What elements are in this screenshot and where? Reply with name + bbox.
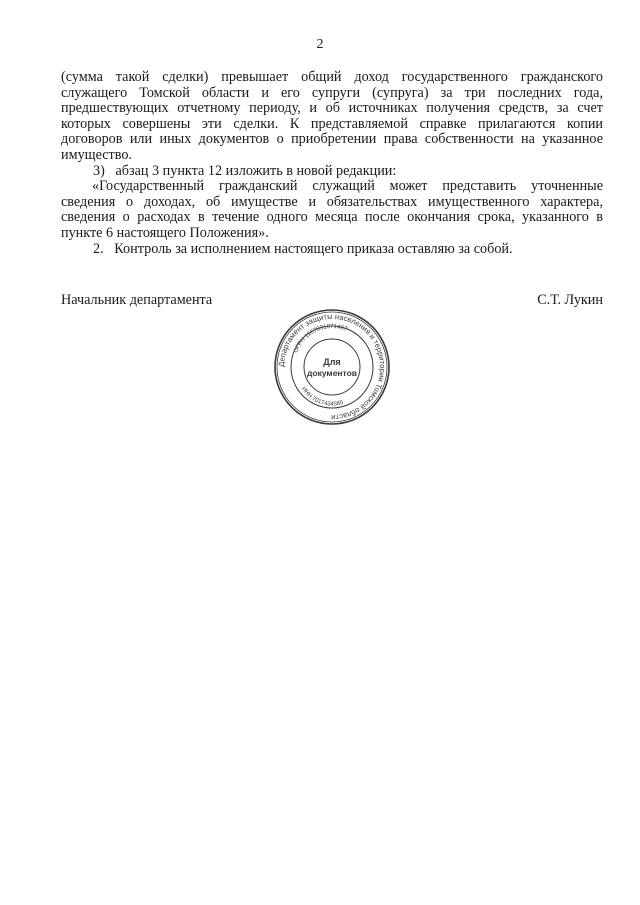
signer-name: С.Т. Лукин bbox=[537, 292, 603, 308]
seal-graphic bbox=[272, 307, 392, 427]
seal-center-line2: документов bbox=[306, 368, 358, 378]
page-number: 2 bbox=[316, 37, 324, 52]
seal-outer-text: Департамент защиты населения и территории Томской области bbox=[276, 311, 388, 423]
seal-ogrn: ОГРН 1167031071467 bbox=[293, 323, 348, 354]
signer-position: Начальник департамента bbox=[61, 292, 213, 308]
signature-block bbox=[61, 292, 603, 308]
paragraph-quoted-text: «Государственный гражданский служащий может представить уточненные сведения о доходах, об имуществе и обязательствах имущественного характера, сведения о расходах в течение одного месяца после окончания срока, указанного в пункте 6 настоящего Положения». bbox=[61, 178, 603, 241]
official-seal bbox=[272, 307, 392, 427]
seal-inn: ИНН 7017434565 bbox=[300, 386, 345, 408]
paragraph-subitem-3: 3) абзац 3 пункта 12 изложить в новой редакции: bbox=[93, 162, 397, 179]
paragraph-item-2: 2. Контроль за исполнением настоящего приказа оставляю за собой. bbox=[93, 240, 513, 257]
seal-center-line1: Для bbox=[323, 357, 341, 367]
document-body bbox=[61, 70, 603, 257]
paragraph-continuation: (сумма такой сделки) превышает общий доход государственного гражданского служащего Томской области и его супруги (супруга) за три последних года, предшествующих отчетному периоду, и об источниках получения средств, за счет которых совершены эти сделки. К представляемой справке прилагаются копии договоров или иных документов о приобретении права собственности на указанное имущество. bbox=[61, 69, 603, 163]
